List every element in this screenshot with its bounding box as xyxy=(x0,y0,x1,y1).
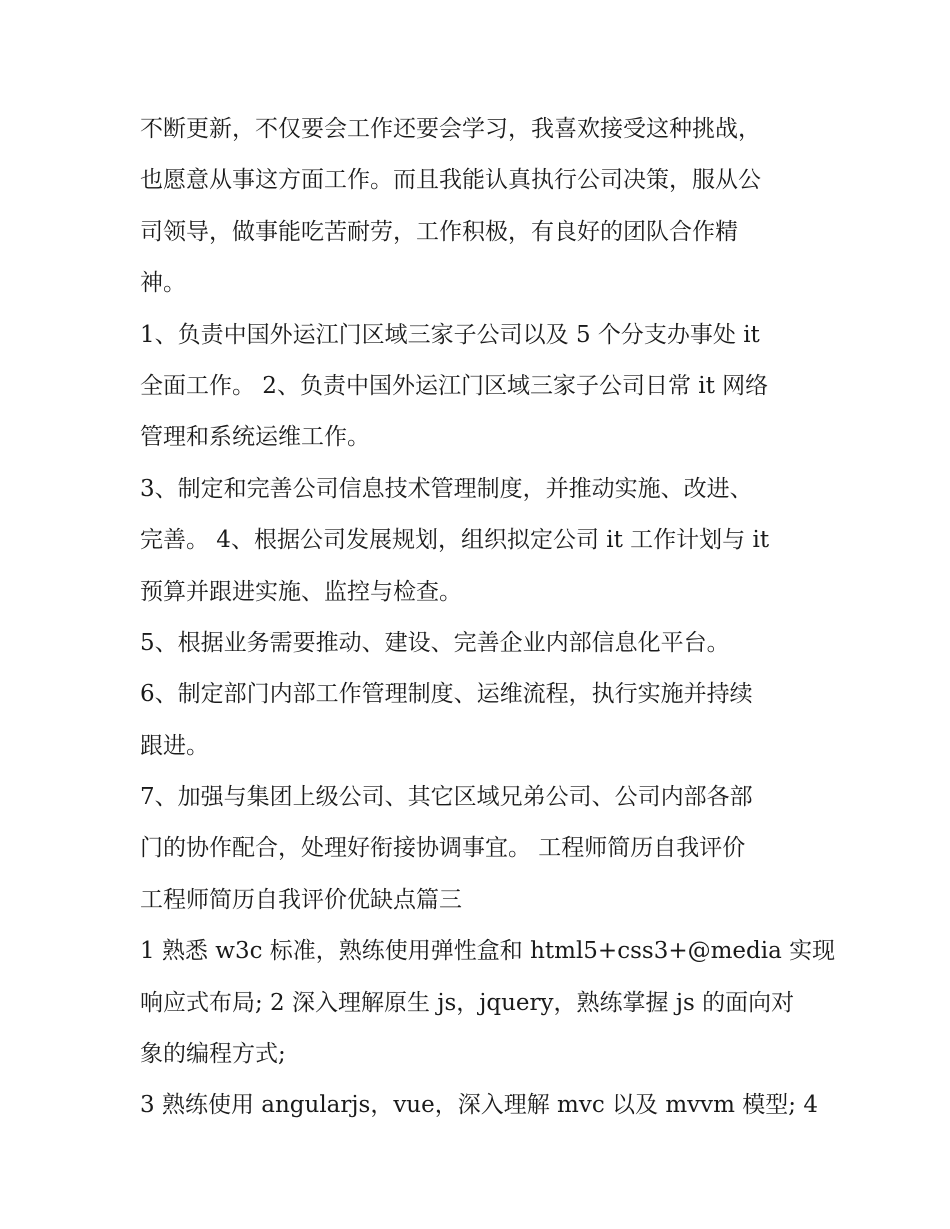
text-line: 门的协作配合，处理好衔接协调事宜。 工程师简历自我评价 xyxy=(140,835,746,862)
text-line: 象的编程方式; xyxy=(140,1041,286,1068)
text-line: 1、负责中国外运江门区域三家子公司以及 5 个分支办事处 it xyxy=(140,321,760,348)
text-line: 6、制定部门内部工作管理制度、运维流程，执行实施并持续 xyxy=(140,681,753,708)
text-line: 预算并跟进实施、监控与检查。 xyxy=(140,578,462,605)
text-line: 不断更新，不仅要会工作还要会学习，我喜欢接受这种挑战， xyxy=(140,116,761,142)
text-line: 7、加强与集团上级公司、其它区域兄弟公司、公司内部各部 xyxy=(140,784,753,811)
text-line: 3 熟练使用 angularjs，vue，深入理解 mvc 以及 mvvm 模型; 4 xyxy=(140,1092,818,1119)
text-line: 跟进。 xyxy=(140,732,209,759)
text-line: 司领导，做事能吃苦耐劳，工作积极，有良好的团队合作精 xyxy=(140,218,738,245)
text-line: 神。 xyxy=(140,270,186,297)
text-line: 管理和系统运维工作。 xyxy=(140,424,370,451)
body-text xyxy=(140,104,836,1132)
section-heading: 工程师简历自我评价优缺点篇三 xyxy=(140,886,462,913)
text-line: 完善。 4、根据公司发展规划，组织拟定公司 it 工作计划与 it xyxy=(140,527,770,554)
text-line: 1 熟悉 w3c 标准，熟练使用弹性盒和 html5+css3+@media 实现 xyxy=(140,938,836,965)
text-line: 5、根据业务需要推动、建设、完善企业内部信息化平台。 xyxy=(140,629,730,656)
text-line: 3、制定和完善公司信息技术管理制度，并推动实施、改进、 xyxy=(140,475,753,502)
text-line: 全面工作。 2、负责中国外运江门区域三家子公司日常 it 网络 xyxy=(140,372,769,399)
text-line: 也愿意从事这方面工作。而且我能认真执行公司决策，服从公 xyxy=(140,167,761,194)
text-line: 响应式布局; 2 深入理解原生 js，jquery，熟练掌握 js 的面向对 xyxy=(140,989,795,1016)
